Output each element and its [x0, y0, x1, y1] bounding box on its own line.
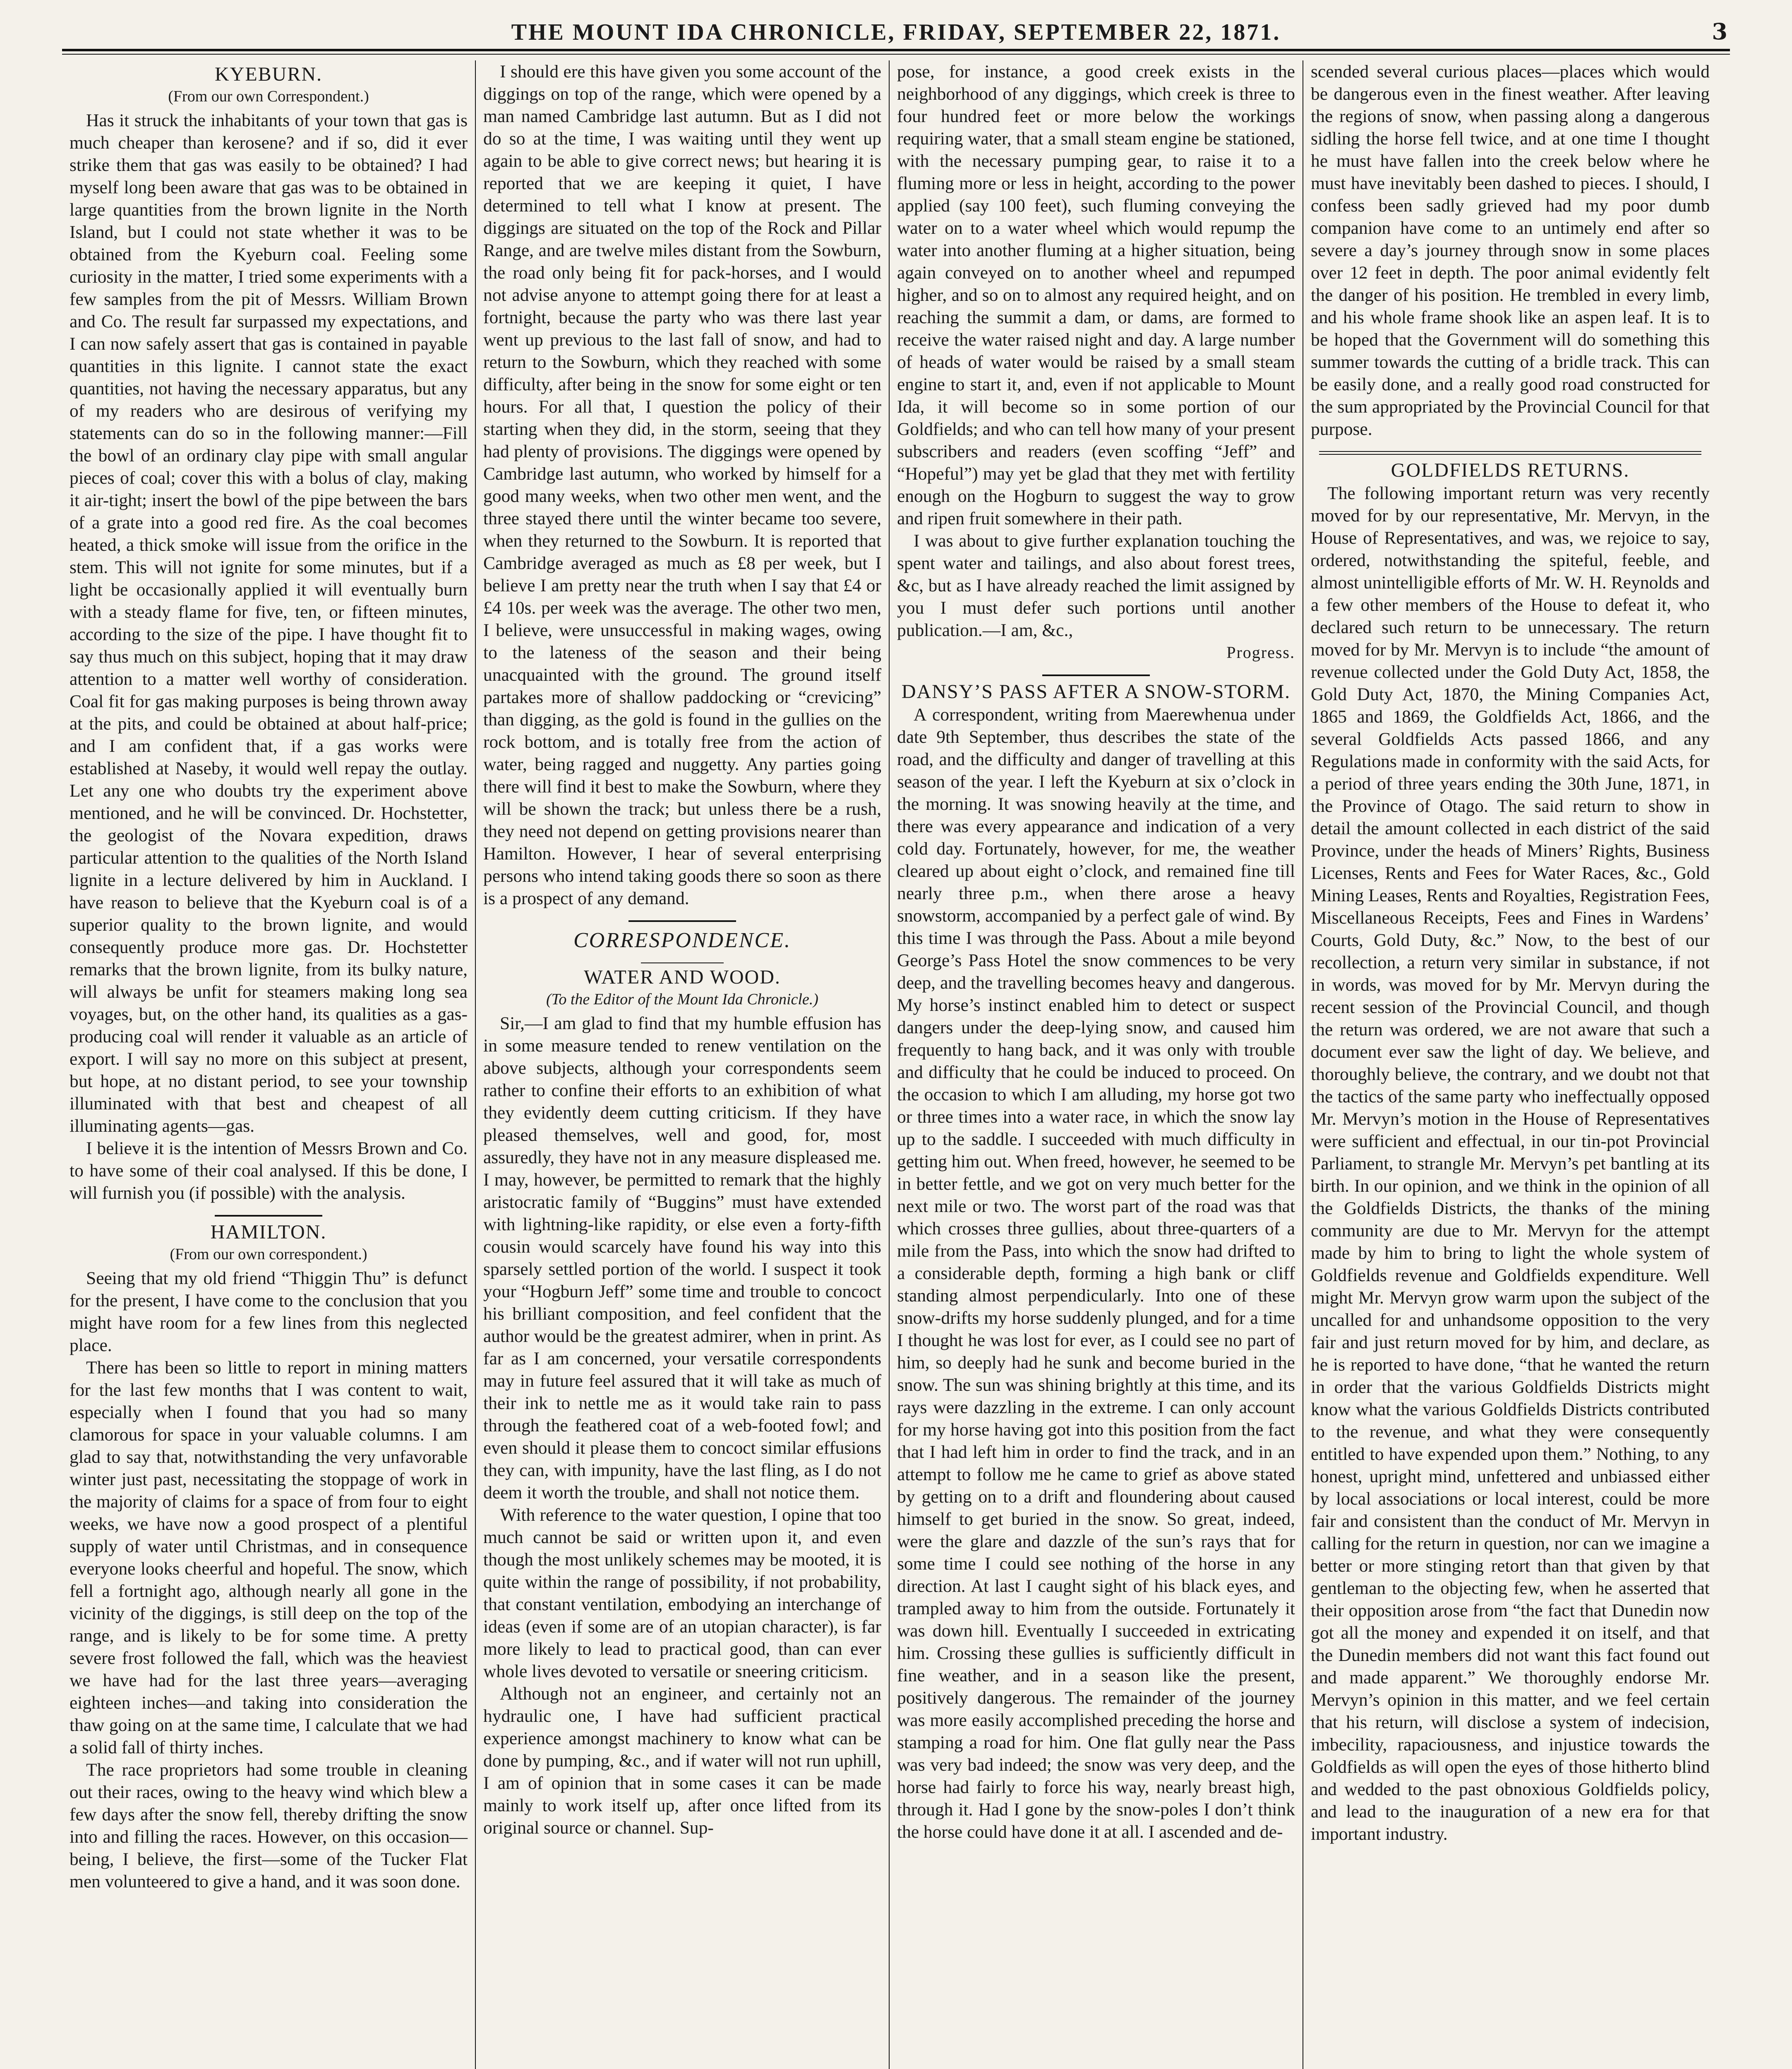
article-heading: HAMILTON.: [210, 1221, 327, 1243]
article-paragraph: Seeing that my old friend “Thiggin Thu” is defunct for the present, I have come to the conclusion that you might have room for a few lines from this neglected place.: [70, 1268, 468, 1355]
letter-address: (To the Editor of the Mount Ida Chronicle.): [546, 991, 818, 1008]
article-heading: KYEBURN.: [214, 63, 322, 85]
column-3: [890, 60, 1303, 2069]
article-paragraph: I should ere this have given you some account of the diggings on top of the range, which were opened by a man named Cambridge last autumn. But as I did not do so at the time, I was waiting until they went up again to be able to give correct news; but hearing it is reported that we are keeping it quiet, I have determined to tell what I know at present. The diggings are situated on the top of the Rock and Pillar Range, and are twelve miles distant from the Sowburn, the road only being fit for pack-horses, and I would not advise anyone to attempt going there for at least a fortnight, because the party who was there last year went up previous to the last fall of snow, and had to return to the Sowburn, which they reached with some difficulty, after being in the snow for some eight or ten hours. For all that, I question the policy of their starting when they did, in the storm, seeing that they had plenty of provisions. The diggings were opened by Cambridge last autumn, who worked by himself for a good many weeks, when two other men went, and the three stayed there until the winter became too severe, when they returned to the Sowburn. It is reported that Cambridge averaged as much as £8 per week, but I believe I am pretty near the truth when I say that £4 or £4 10s. per week was the average. The other two men, I believe, were unsuccessful in making wages, owing to the lateness of the season and their being unacquainted with the ground. The ground itself partakes more of shallow paddocking or “crevicing” than digging, as the gold is found in the gullies on the rock bottom, and is totally free from the action of water, being ragged and nuggetty. Any parties going there will find it best to make the Sowburn, where they will be shown the track; but unless there be a rush, they need not depend on getting provisions nearer than Hamilton. However, I hear of several enterprising persons who intend taking goods there so soon as there is a prospect of any demand.: [483, 62, 881, 908]
article-paragraph: Has it struck the inhabitants of your town that gas is much cheaper than kerosene? and if so, did it ever strike them that gas was easily to be obtained? I had myself long been aware that gas was to be obtained in large quantities from the brown lignite in the North Island, but I could not state whether it was to be obtained from the Kyeburn coal. Feeling some curiosity in the matter, I tried some experiments with a few samples from the pit of Messrs. William Brown and Co. The result far surpassed my expectations, and I can now safely assert that gas is contained in payable quantities in this lignite. I cannot state the exact quantities, not having the necessary apparatus, but any of my readers who are desirous of verifying my statements can do so in the following manner:—Fill the bowl of an ordinary clay pipe with small angular pieces of coal; cover this with a bolus of clay, making it air-tight; insert the bowl of the pipe between the bars of a grate into a good red fire. As the coal becomes heated, a thick smoke will issue from the orifice in the stem. This will not ignite for some minutes, but if a light be occasionally applied it will eventually burn with a steady flame for five, ten, or fifteen minutes, according to the size of the pipe. I have thought fit to say thus much on this subject, hoping that it may draw attention to a matter well worthy of consideration. Coal fit for gas making purposes is being thrown away at the pits, and could be obtained at about half-price; and I am confident that, if a gas works were established at Naseby, it would well repay the outlay. Let any one who doubts try the experiment above mentioned, and he will be convinced. Dr. Hochstetter, the geologist of the Novara expedition, draws particular attention to the qualities of the North Island lignite in a lecture delivered by him in Auckland. I have reason to believe that the Kyeburn coal is of a superior quality to the brown lignite, and would consequently produce more gas. Dr. Hochstetter remarks that the brown lignite, from its bulky nature, will always be unfit for steamers making long sea voyages, but, on the other hand, its qualities as a gas-producing coal will render it valuable as an article of export. I will say no more on this subject at present, but hope, at no distant period, to see your township illuminated with that best and cheapest of all illuminating agents—gas.: [70, 110, 468, 1136]
article-paragraph: Sir,—I am glad to find that my humble effusion has in some measure tended to renew ventilation on the above subjects, although your correspondents seem rather to confine their efforts to an exhibition of what they evidently deem cutting criticism. If they have pleased themselves, well and good, for, most assuredly, they have not in any measure displeased me. I may, however, be permitted to remark that the highly aristocratic family of “Buggins” must have extended with lightning-like rapidity, or else even a forty-fifth cousin would scarcely have found his way into this sparsely settled portion of the world. I suspect it took your “Hogburn Jeff” some time and trouble to concoct his brilliant composition, and feel confident that the author would be the greatest admirer, when in print. As far as I am concerned, your versatile correspondents may in future feel assured that it will take as much of their ink to nettle me as it would take rain to pass through the feathered coat of a web-footed fowl; and even should it please them to concoct similar effusions they can, with impunity, have the last fling, as I do not deem it worth the trouble, and shall not notice them.: [483, 1013, 881, 1503]
section-divider: [629, 920, 736, 922]
article-paragraph: With reference to the water question, I opine that too much cannot be said or written upon it, and even though the most unlikely schemes may be mooted, it is quite within the range of possibility, if not probability, that constant ventilation, embodying an interchange of ideas (even if some are of an utopian character), is far more likely to lead to practical good, than can ever whole lives devoted to versatile or sneering criticism.: [483, 1505, 881, 1681]
letter-signature: Progress.: [1226, 643, 1295, 662]
section-divider: [1319, 451, 1701, 455]
article-byline: (From our own correspondent.): [170, 1246, 367, 1263]
article-heading: GOLDFIELDS RETURNS.: [1391, 459, 1630, 481]
masthead-title: THE MOUNT IDA CHRONICLE, FRIDAY, SEPTEMBER 22, 1871.: [511, 19, 1281, 45]
section-divider: [1042, 674, 1150, 676]
article-paragraph: scended several curious places—places which would be dangerous even in the finest weather. After leaving the regions of snow, when passing along a dangerous sidling the horse fell twice, and at one time I thought he must have fallen into the creek below where he must have inevitably been dashed to pieces. I should, I confess been sadly grieved had my poor dumb companion have come to an untimely end after so severe a day’s journey through snow in some places over 12 feet in depth. The poor animal evidently felt the danger of his position. He trembled in every limb, and his whole frame shook like an aspen leaf. It is to be hoped that the Government will do something this summer towards the cutting of a bridle track. This can be easily done, and a really good road constructed for the sum appropriated by the Provincial Council for that purpose.: [1311, 62, 1710, 439]
masthead: [62, 12, 1730, 49]
column-1: [62, 60, 476, 2069]
article-paragraph: I believe it is the intention of Messrs Brown and Co. to have some of their coal analysed. If this be done, I will furnish you (if possible) with the analysis.: [70, 1138, 468, 1203]
article-paragraph: A correspondent, writing from Maerewhenua under date 9th September, thus describes the state of the road, and the difficulty and danger of travelling at this season of the year. I left the Kyeburn at six o’clock in the morning. It was snowing heavily at the time, and there was every appearance and indication of a very cold day. Fortunately, however, for me, the weather cleared up about eight o’clock, and remained fine till nearly three p.m., when there arose a heavy snowstorm, accompanied by a perfect gale of wind. By this time I was through the Pass. About a mile beyond George’s Pass Hotel the snow commences to be very deep, and the travelling becomes heavy and dangerous. My horse’s instinct enabled him to detect or suspect dangers under the deep-lying snow, and caused him frequently to hang back, and it was only with trouble and difficulty that he could be induced to proceed. On the occasion to which I am alluding, my horse got two or three times into a water race, in which the snow lay up to the saddle. I succeeded with much difficulty in getting him out. When freed, however, he seemed to be in better fettle, and we got on very much better for the next mile or two. The worst part of the road was that which crosses three gullies, about three-quarters of a mile from the Pass, into which the snow had drifted to a considerable depth, forming a high bank or cliff standing almost perpendicularly. Into one of these snow-drifts my horse suddenly plunged, and for a time I thought he was lost for ever, as I could see no part of him, so deeply had he sunk and become buried in the snow. The sun was shining brightly at this time, and its rays were dazzling in the extreme. I can only account for my horse having got into this position from the fact that I had left him in order to find the track, and in an attempt to follow me he came to grief as above stated by getting on to a drift and floundering about caused himself to get buried in the snow. So great, indeed, were the glare and dazzle of the sun’s rays that for some time I could see nothing of the horse in any direction. At last I caught sight of his black eyes, and trampled away to him from the outside. Fortunately it was down hill. Eventually I succeeded in extricating him. Crossing these gullies is sufficiently difficult in fine weather, and in a season like the present, positively dangerous. The remainder of the journey was more easily accomplished preceding the horse and stamping a road for him. One flat gully near the Pass was very bad indeed; the snow was very deep, and the horse had fairly to force his way, nearly breast high, through it. Had I gone by the snow-poles I don’t think the horse could have done it at all. I ascended and de-: [897, 705, 1295, 1842]
section-divider: [215, 1215, 322, 1217]
column-2: [476, 60, 890, 2069]
article-paragraph: There has been so little to report in mining matters for the last few months that I was content to wait, especially when I found that you had so many clamorous for space in your valuable columns. I am glad to say that, notwithstanding the very unfavorable winter just past, necessitating the stoppage of work in the majority of claims for a space of from four to eight weeks, we have now a good prospect of a plentiful supply of water until Christmas, and in consequence everyone looks cheerful and hopeful. The snow, which fell a fortnight ago, although nearly all gone in the vicinity of the diggings, is still deep on the top of the range, and is likely to be for some time. A pretty severe frost followed the fall, which was the heaviest we have had for the last three years—averaging eighteen inches—and taking into consideration the thaw going on at the same time, I calculate that we had a solid fall of thirty inches.: [70, 1358, 468, 1757]
article-paragraph: pose, for instance, a good creek exists in the neighborhood of any diggings, which creek is three to four hundred feet or more below the workings requiring water, that a small steam engine be stationed, with the necessary pumping gear, to raise it to a fluming more or less in height, according to the power applied (say 100 feet), such fluming conveying the water on to a water wheel which would repump the water into another fluming at a higher situation, being again conveyed on to another wheel and repumped higher, and so on to almost any required height, and on reaching the summit a dam, or dams, are formed to receive the water raised night and day. A large number of heads of water would be raised by a small steam engine to start it, and, even if not applicable to Mount Ida, it will become so in some portion of our Goldfields; and who can tell how many of your present subscribers and readers (even scoffing “Jeff” and “Hopeful”) may yet be glad that they met with fertility enough on the Hogburn to suggest the way to grow and ripen fruit somewhere in their path.: [897, 62, 1295, 528]
article-heading: WATER AND WOOD.: [584, 966, 781, 988]
column-4: [1303, 60, 1717, 2069]
article-byline: (From our own Correspondent.): [168, 88, 369, 105]
page-number: 3: [1712, 18, 1727, 45]
masthead-rule: [62, 49, 1730, 55]
section-divider: [641, 962, 724, 963]
article-paragraph: The following important return was very recently moved for by our representative, Mr. Mervyn, in the House of Representatives, and was, we rejoice to say, ordered, notwithstanding the spiteful, feeble, and almost unintelligible efforts of Mr. W. H. Reynolds and a few other members of the House to defeat it, who declared such return to be unnecessary. The return moved for by Mr. Mervyn is to include “the amount of revenue collected under the Gold Duty Act, 1858, the Gold Duty Act, 1870, the Mining Companies Act, 1865 and 1869, the Goldfields Act, 1866, and the several Goldfields Acts passed 1866, and any Regulations made in conformity with the said Acts, for a period of three years ending the 30th June, 1871, in the Province of Otago. The said return to show in detail the amount collected in each district of the said Province, under the heads of Miners’ Rights, Business Licenses, Rents and Fees for Water Races, &c., Gold Mining Leases, Rents and Royalties, Registration Fees, Miscellaneous Receipts, Fees and Fines in Wardens’ Courts, Gold Duty, &c.” Now, to the best of our recollection, a return very similar in substance, if not in words, was moved for by Mr. Mervyn during the recent session of the Provincial Council, and though the return was ordered, we are not aware that such a document ever saw the light of day. We believe, and thoroughly believe, the contrary, and we doubt not that the tactics of the same party who ineffectually opposed Mr. Mervyn’s motion in the House of Representatives were sufficient and effectual, in our tin-pot Provincial Parliament, to strangle Mr. Mervyn’s pet bantling at its birth. In our opinion, and we think in the opinion of all the Goldfields Districts, the thanks of the mining community are due to Mr. Mervyn for the attempt made by him to bring to light the whole system of Goldfields revenue and Goldfields expenditure. Well might Mr. Mervyn grow warm upon the subject of the uncalled for and unhandsome opposition to the very fair and just return moved for by him, and declare, as he is reported to have done, “that he wanted the return in order that the various Goldfields Districts might know what the various Goldfields Districts contributed to the revenue, and what they were consequently entitled to have expended upon them.” Nothing, to any honest, upright mind, unfettered and unbiassed either by local associations or local interest, could be more fair and consistent than the conduct of Mr. Mervyn in calling for the return in question, nor can we imagine a better or more stinging retort than that given by that gentleman to the objecting few, when he asserted that their opposition arose from “the fact that Dunedin now got all the money and expended it on itself, and that the Dunedin members did not want this fact found out and made apparent.” We thoroughly endorse Mr. Mervyn’s opinion in this matter, and we feel certain that his return, will disclose a system of indecision, imbecility, rapaciousness, and injustice towards the Goldfields as will open the eyes of those hitherto blind and wedded to the past obnoxious Goldfields policy, and lead to the inauguration of a new era for that important industry.: [1311, 483, 1710, 1844]
article-paragraph: I was about to give further explanation touching the spent water and tailings, and also about forest trees, &c, but as I have already reached the limit assigned by you I must defer such portions until another publication.—I am, &c.,: [897, 531, 1295, 640]
article-paragraph: The race proprietors had some trouble in cleaning out their races, owing to the heavy wind which blew a few days after the snow fell, thereby drifting the snow into and filling the races. However, on this occasion—being, I believe, the first—some of the Tucker Flat men volunteered to give a hand, and it was soon done.: [70, 1760, 468, 1891]
article-paragraph: Although not an engineer, and certainly not an hydraulic one, I have had sufficient practical experience amongst machinery to know what can be done by pumping, &c., and if water will not run uphill, I am of opinion that in some cases it can be made mainly to work itself up, after once lifted from its original source or channel. Sup-: [483, 1684, 881, 1838]
columns: [62, 60, 1730, 2069]
section-title: CORRESPONDENCE.: [573, 929, 791, 952]
article-heading: DANSY’S PASS AFTER A SNOW-STORM.: [901, 681, 1291, 703]
